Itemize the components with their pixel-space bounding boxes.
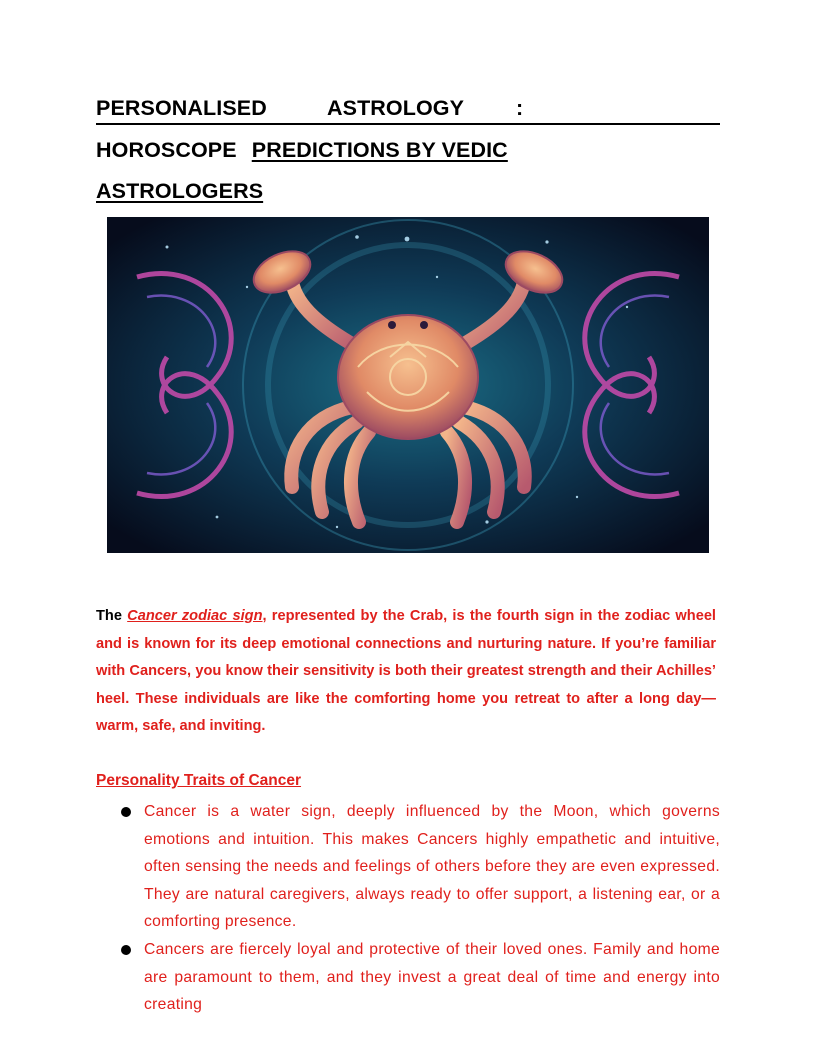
- bullet-icon: [121, 807, 131, 817]
- list-item: [116, 798, 720, 936]
- bullet-text: Cancer is a water sign, deeply influenced by the Moon, which governs emotions and intuition. This makes Cancers highly empathetic and intuitive, often sensing the needs and feelings of others before they are even expressed. They are natural caregivers, always ready to offer support, a listening ear, or a comforting presence.: [144, 803, 720, 931]
- intro-lead: The: [96, 608, 122, 624]
- title-word-personalised: PERSONALISED: [96, 96, 267, 120]
- cancer-zodiac-sign-link[interactable]: Cancer zodiac sign: [127, 608, 263, 624]
- title-predictions-link: PREDICTIONS BY VEDIC: [251, 138, 508, 162]
- title-word-astrology: ASTROLOGY: [327, 96, 465, 120]
- intro-paragraph: [96, 603, 716, 741]
- title-line-3: [96, 179, 720, 204]
- bullet-icon: [121, 945, 131, 955]
- crab-illustration: [107, 217, 709, 553]
- title-colon: :: [516, 96, 524, 120]
- list-item: [116, 936, 720, 1019]
- intro-body: , represented by the Crab, is the fourth sign in the zodiac wheel and is known for its deep emotional connections and nurturing nature. If you’re familiar with Cancers, you know their sensitivity is both their greatest strength and their Achilles’ heel. These individuals are like the comforting home you retreat to after a long day—warm, safe, and inviting.: [96, 608, 716, 735]
- title-line-2: [96, 138, 720, 163]
- traits-bullet-list: [116, 798, 720, 1019]
- title-horoscope: HOROSCOPE: [96, 138, 237, 162]
- hero-cancer-crab-image: [107, 217, 709, 553]
- title-astrologers: ASTROLOGERS: [96, 179, 264, 203]
- bullet-text: Cancers are fiercely loyal and protective of their loved ones. Family and home are paramount to them, and they invest a great deal of time and energy into creating: [144, 940, 720, 1014]
- section-heading-personality-traits: Personality Traits of Cancer: [96, 772, 302, 789]
- title-line-1: [96, 96, 720, 126]
- title-underline: [96, 123, 720, 125]
